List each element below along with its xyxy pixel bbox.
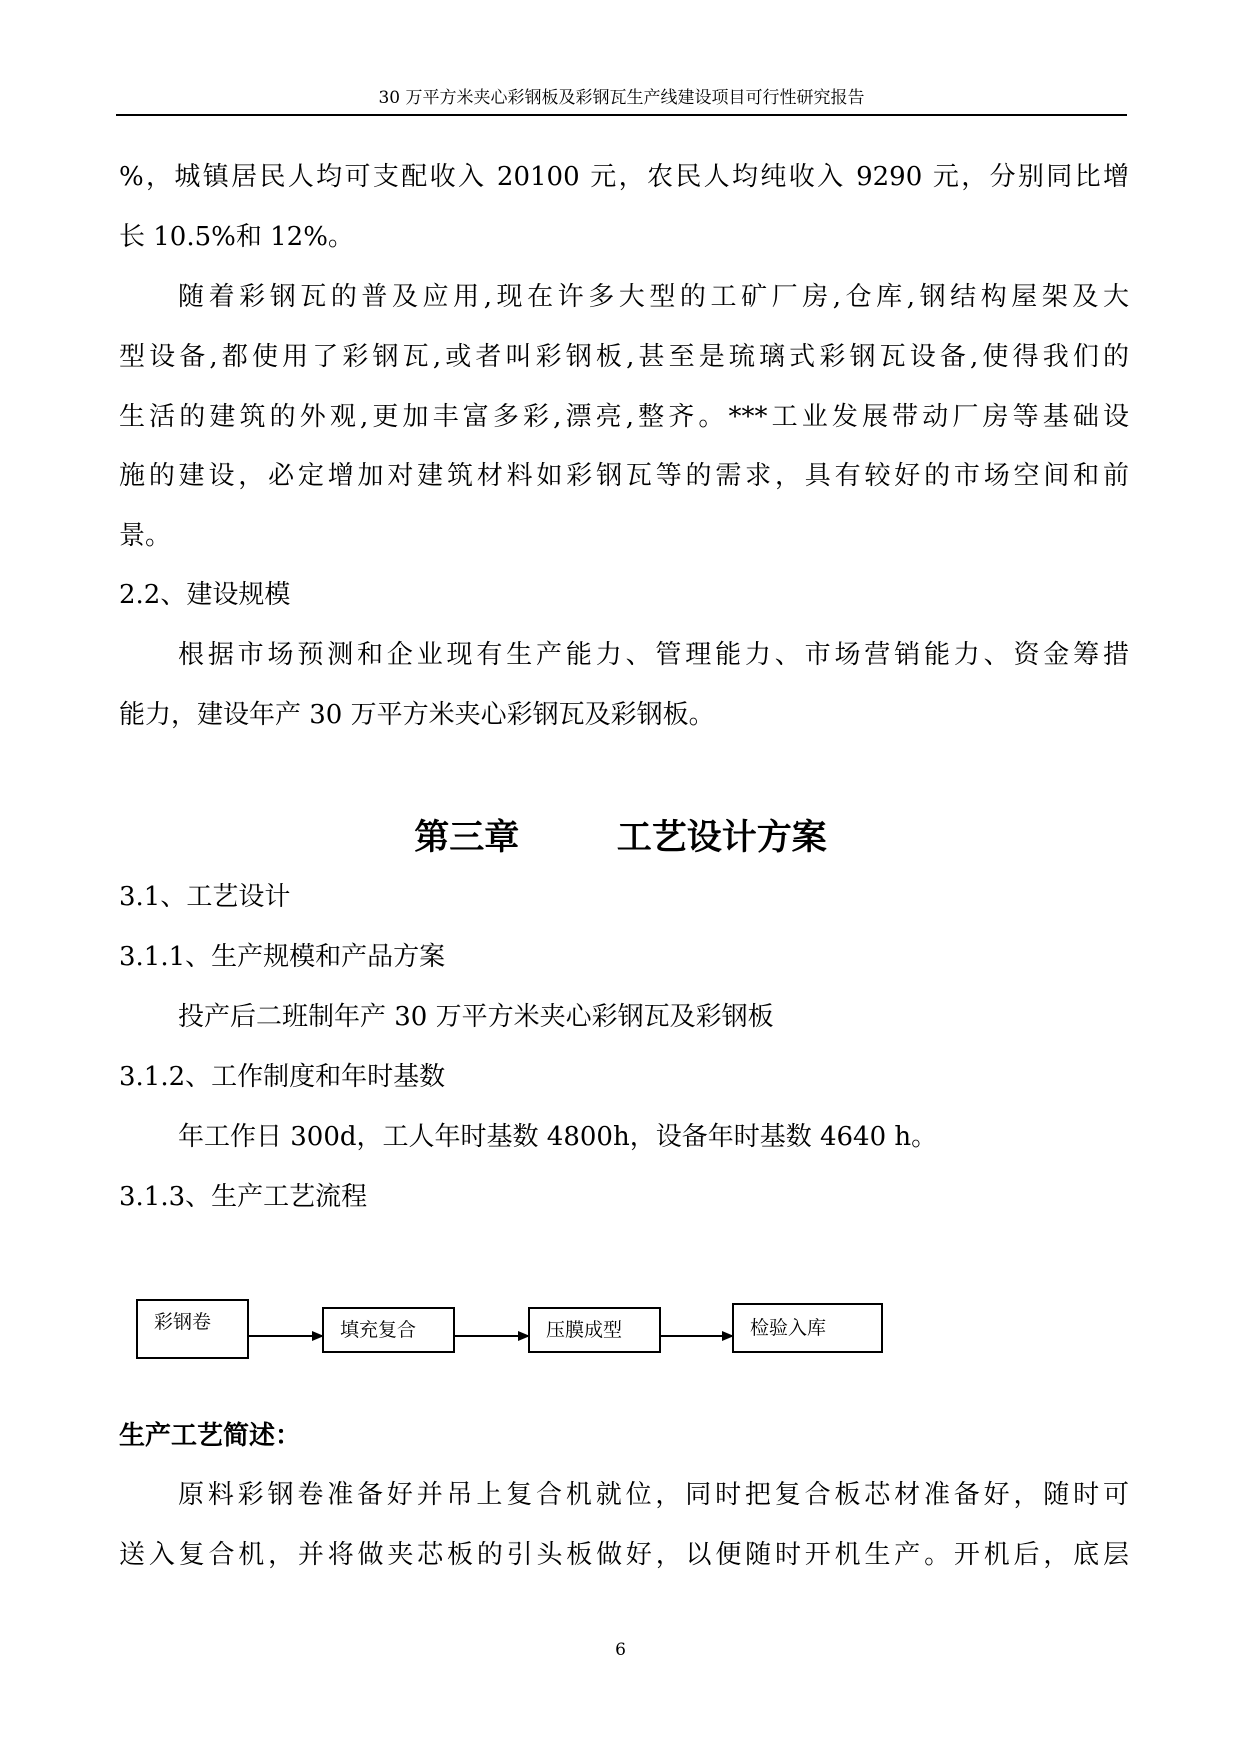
page-number: 6: [615, 1640, 626, 1660]
flow-step-box-4: [732, 1303, 883, 1353]
paragraph-6-line-2: 送入复合机，并将做夹芯板的引头板做好，以便随时开机生产。开机后，底层: [119, 1540, 1129, 1570]
paragraph-2-line-3: 生活的建筑的外观,更加丰富多彩,漂亮,整齐。***工业发展带动厂房等基础设: [119, 402, 1129, 432]
paragraph-2-line-4: 施的建设，必定增加对建筑材料如彩钢瓦等的需求，具有较好的市场空间和前: [119, 461, 1129, 491]
section-heading-3-1-1: 3.1.1、生产规模和产品方案: [119, 942, 446, 972]
paragraph-1-line-1: %，城镇居民人均可支配收入 20100 元，农民人均纯收入 9290 元，分别同比增: [119, 162, 1129, 192]
flow-step-label-2: 填充复合: [340, 1319, 417, 1341]
header-rule: [116, 114, 1127, 116]
paragraph-2-line-2: 型设备,都使用了彩钢瓦,或者叫彩钢板,甚至是琉璃式彩钢瓦设备,使得我们的: [119, 342, 1129, 372]
section-heading-2-2: 2.2、建设规模: [119, 580, 291, 610]
flow-step-box-2: [322, 1307, 455, 1353]
paragraph-3-line-2: 能力，建设年产 30 万平方米夹心彩钢瓦及彩钢板。: [119, 700, 715, 730]
flow-step-label-4: 检验入库: [750, 1317, 827, 1339]
paragraph-5: 年工作日 300d，工人年时基数 4800h，设备年时基数 4640 h。: [178, 1122, 938, 1152]
chapter-title: 第三章 工艺设计方案: [414, 818, 827, 858]
paragraph-2-line-5: 景。: [119, 521, 172, 551]
process-heading: 生产工艺简述：: [119, 1421, 302, 1451]
flow-step-label-1: 彩钢卷: [154, 1311, 212, 1333]
section-heading-3-1-3: 3.1.3、生产工艺流程: [119, 1182, 368, 1212]
paragraph-2-line-1: 随着彩钢瓦的普及应用,现在许多大型的工矿厂房,仓库,钢结构屋架及大: [178, 282, 1129, 312]
paragraph-1-line-2: 长 10.5%和 12%。: [119, 222, 354, 252]
paragraph-4: 投产后二班制年产 30 万平方米夹心彩钢瓦及彩钢板: [178, 1002, 774, 1032]
section-heading-3-1-2: 3.1.2、工作制度和年时基数: [119, 1062, 446, 1092]
flow-step-box-3: [528, 1307, 661, 1353]
flow-step-label-3: 压膜成型: [546, 1319, 623, 1341]
paragraph-6-line-1: 原料彩钢卷准备好并吊上复合机就位，同时把复合板芯材准备好，随时可: [178, 1480, 1129, 1510]
header-title: 30 万平方米夹心彩钢板及彩钢瓦生产线建设项目可行性研究报告: [378, 88, 865, 108]
paragraph-3-line-1: 根据市场预测和企业现有生产能力、管理能力、市场营销能力、资金筹措: [178, 640, 1129, 670]
section-heading-3-1: 3.1、工艺设计: [119, 882, 291, 912]
flow-step-box-1: [136, 1299, 249, 1359]
